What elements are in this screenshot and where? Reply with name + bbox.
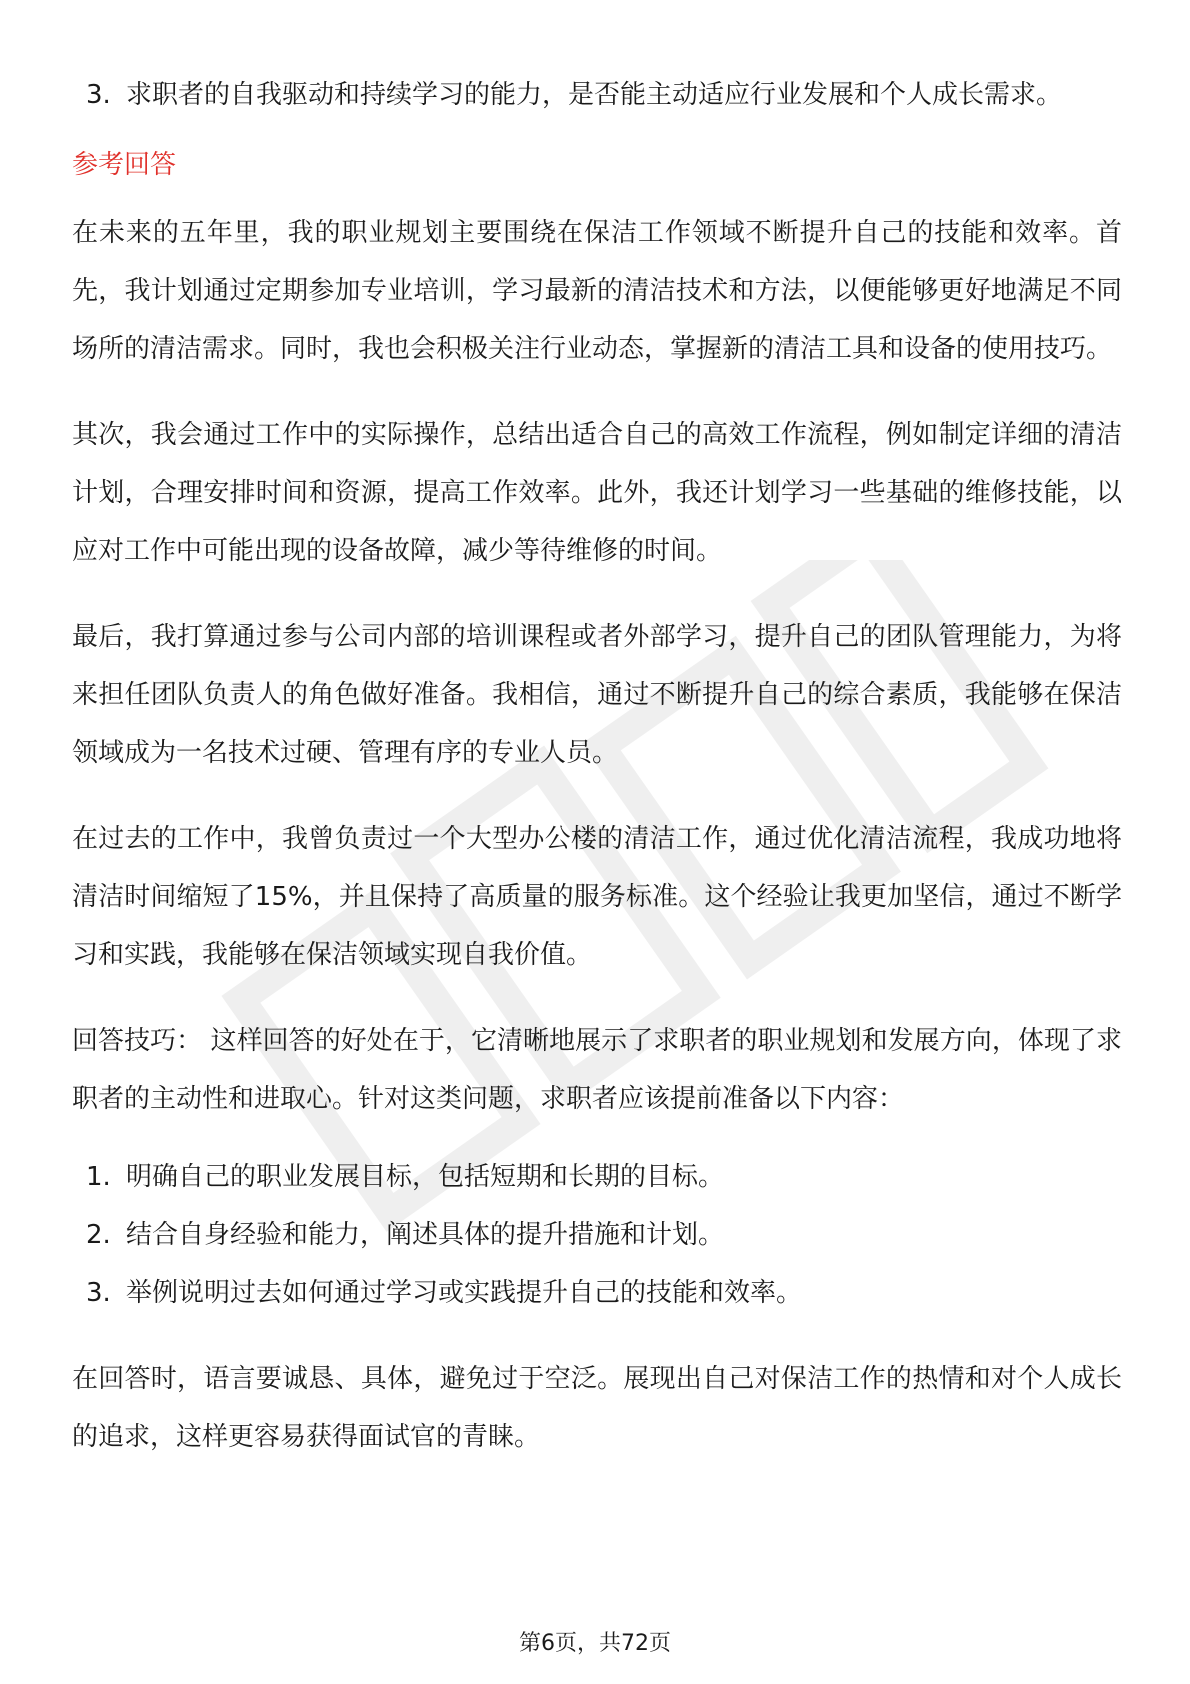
list-number: 3. [86, 80, 111, 110]
page-number: 第6页，共72页 [519, 1631, 671, 1656]
list-item [72, 66, 1122, 124]
closing-paragraph: 在回答时，语言要诚恳、具体，避免过于空泛。展现出自己对保洁工作的热情和对个人成长的追求，这样更容易获得面试官的青睐。 [72, 1364, 1122, 1452]
list-text: 明确自己的职业发展目标，包括短期和长期的目标。 [126, 1162, 725, 1192]
list-number: 3. [86, 1278, 111, 1308]
list-text: 求职者的自我驱动和持续学习的能力，是否能主动适应行业发展和个人成长需求。 [126, 80, 1063, 110]
paragraph: 最后，我打算通过参与公司内部的培训课程或者外部学习，提升自己的团队管理能力，为将来担任团队负责人的角色做好准备。我相信，通过不断提升自己的综合素质，我能够在保洁领域成为一名技术过硬、管理有序的专业人员。 [72, 622, 1122, 768]
list-item [72, 1148, 1122, 1206]
list-item [72, 1206, 1122, 1264]
paragraph: 在未来的五年里，我的职业规划主要围绕在保洁工作领域不断提升自己的技能和效率。首先，我计划通过定期参加专业培训，学习最新的清洁技术和方法，以便能够更好地满足不同场所的清洁需求。同时，我也会积极关注行业动态，掌握新的清洁工具和设备的使用技巧。 [72, 218, 1122, 364]
section-title: 参考回答 [72, 150, 177, 180]
list-text: 结合自身经验和能力，阐述具体的提升措施和计划。 [126, 1220, 725, 1250]
list-number: 2. [86, 1220, 111, 1250]
paragraph: 在过去的工作中，我曾负责过一个大型办公楼的清洁工作，通过优化清洁流程，我成功地将清洁时间缩短了15%，并且保持了高质量的服务标准。这个经验让我更加坚信，通过不断学习和实践，我能够在保洁领域实现自我价值。 [72, 824, 1122, 970]
list-item [72, 1264, 1122, 1322]
tips-list [72, 1148, 1122, 1322]
list-text: 举例说明过去如何通过学习或实践提升自己的技能和效率。 [126, 1278, 803, 1308]
paragraph: 其次，我会通过工作中的实际操作，总结出适合自己的高效工作流程，例如制定详细的清洁计划，合理安排时间和资源，提高工作效率。此外，我还计划学习一些基础的维修技能，以应对工作中可能出现的设备故障，减少等待维修的时间。 [72, 420, 1122, 566]
criteria-list [72, 66, 1122, 124]
list-number: 1. [86, 1162, 111, 1192]
answer-tips-paragraph: 回答技巧： 这样回答的好处在于，它清晰地展示了求职者的职业规划和发展方向，体现了求职者的主动性和进取心。针对这类问题，求职者应该提前准备以下内容： [72, 1026, 1122, 1114]
document-page [72, 66, 1122, 1466]
